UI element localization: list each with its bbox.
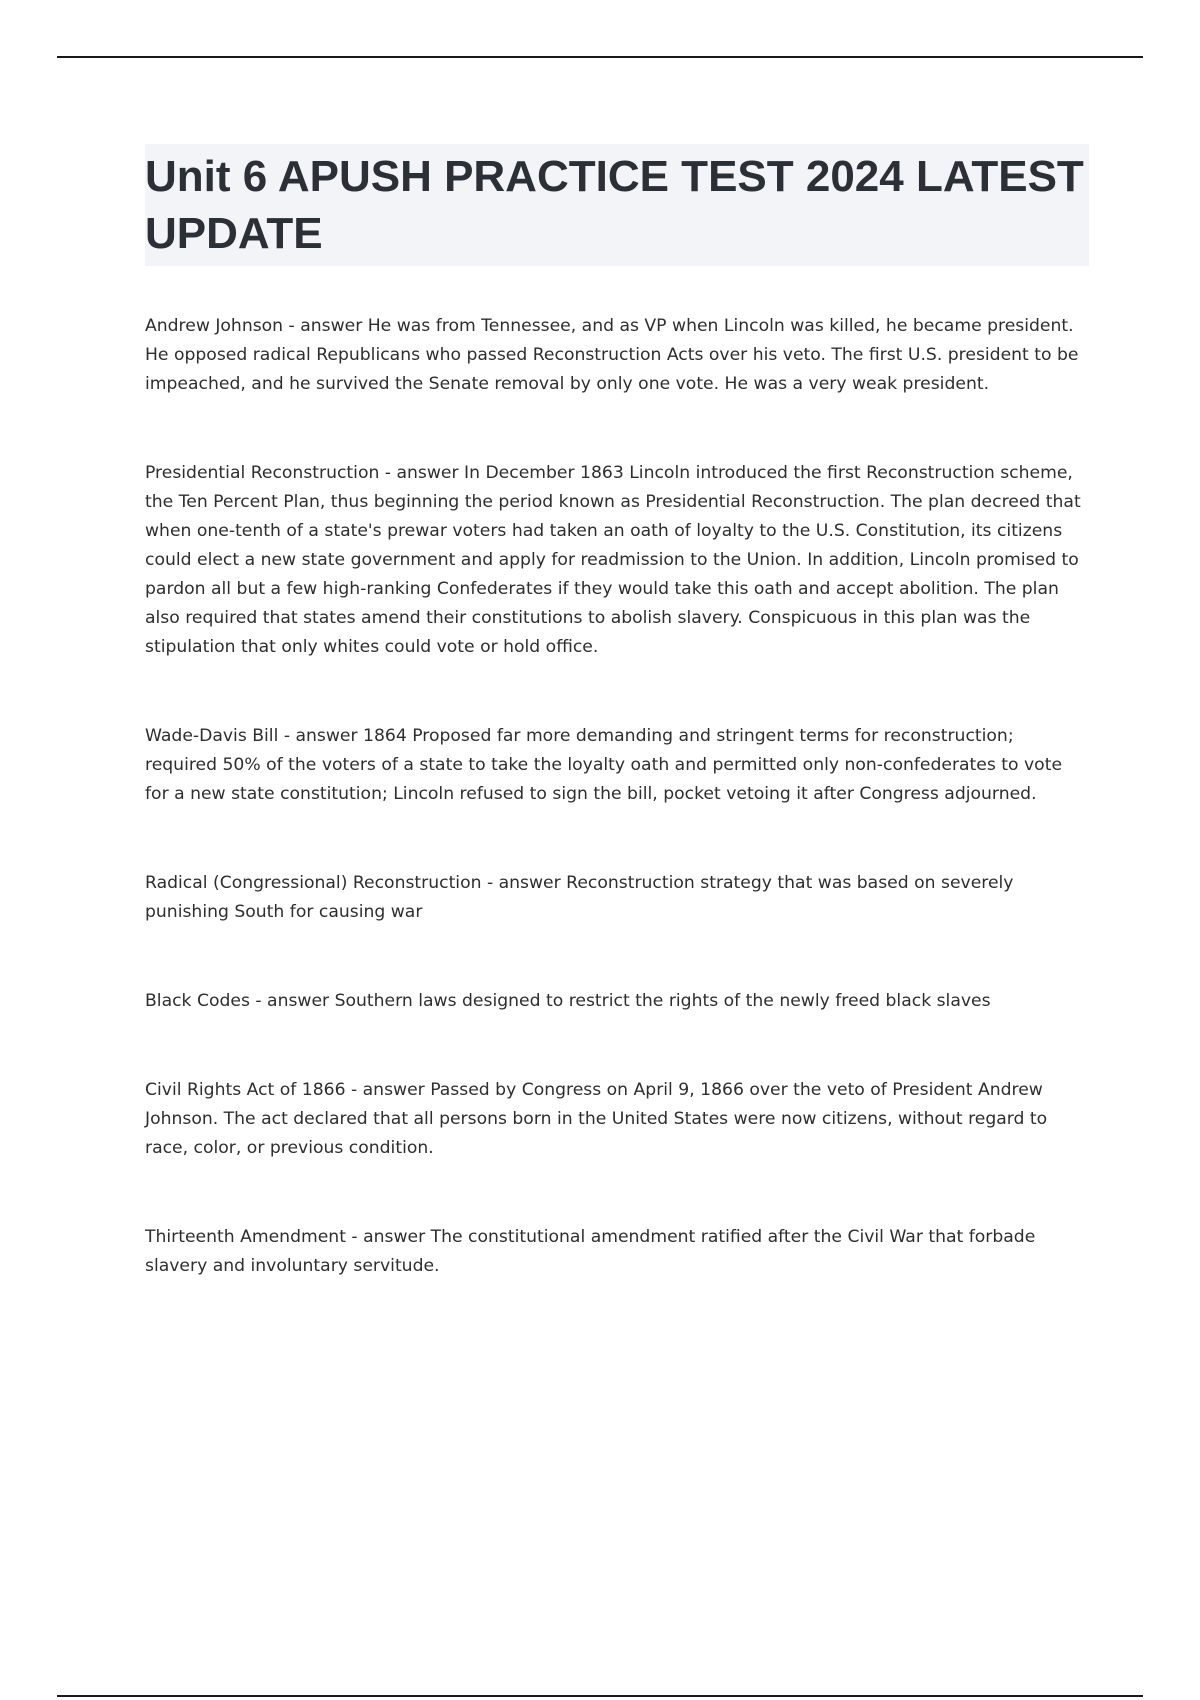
document-title: Unit 6 APUSH PRACTICE TEST 2024 LATEST UPDATE	[145, 152, 1084, 258]
title-block	[145, 144, 1089, 266]
entry-list	[145, 312, 1089, 1281]
entry-black-codes: Black Codes - answer Southern laws designed to restrict the rights of the newly freed black slaves	[145, 991, 991, 1011]
entry-radical-reconstruction: Radical (Congressional) Reconstruction - answer Reconstruction strategy that was based on severely punishing South for causing war	[145, 873, 1014, 922]
entry-civil-rights-act-1866: Civil Rights Act of 1866 - answer Passed by Congress on April 9, 1866 over the veto of President Andrew Johnson. The act declared that all persons born in the United States were now citizens, without regard to race, color, or previous condition.	[145, 1080, 1048, 1158]
entry-presidential-reconstruction: Presidential Reconstruction - answer In December 1863 Lincoln introduced the first Reconstruction scheme, the Ten Percent Plan, thus beginning the period known as Presidential Reconstruction. The plan decreed that when one-tenth of a state's prewar voters had taken an oath of loyalty to the U.S. Constitution, its citizens could elect a new state government and apply for readmission to the Union. In addition, Lincoln promised to pardon all but a few high-ranking Confederates if they would take this oath and accept abolition. The plan also required that states amend their constitutions to abolish slavery. Conspicuous in this plan was the stipulation that only whites could vote or hold office.	[145, 463, 1081, 657]
entry-andrew-johnson: Andrew Johnson - answer He was from Tennessee, and as VP when Lincoln was killed, he became president. He opposed radical Republicans who passed Reconstruction Acts over his veto. The first U.S. president to be impeached, and he survived the Senate removal by only one vote. He was a very weak president.	[145, 316, 1079, 394]
header-rule	[57, 56, 1143, 58]
document-body	[145, 144, 1089, 1341]
entry-wade-davis-bill: Wade-Davis Bill - answer 1864 Proposed far more demanding and stringent terms for reconstruction; required 50% of the voters of a state to take the loyalty oath and permitted only non-confederates to vote for a new state constitution; Lincoln refused to sign the bill, pocket vetoing it after Congress adjourned.	[145, 726, 1063, 804]
entry-thirteenth-amendment: Thirteenth Amendment - answer The constitutional amendment ratified after the Civil War that forbade slavery and involuntary servitude.	[145, 1227, 1036, 1276]
footer-rule	[57, 1695, 1143, 1697]
